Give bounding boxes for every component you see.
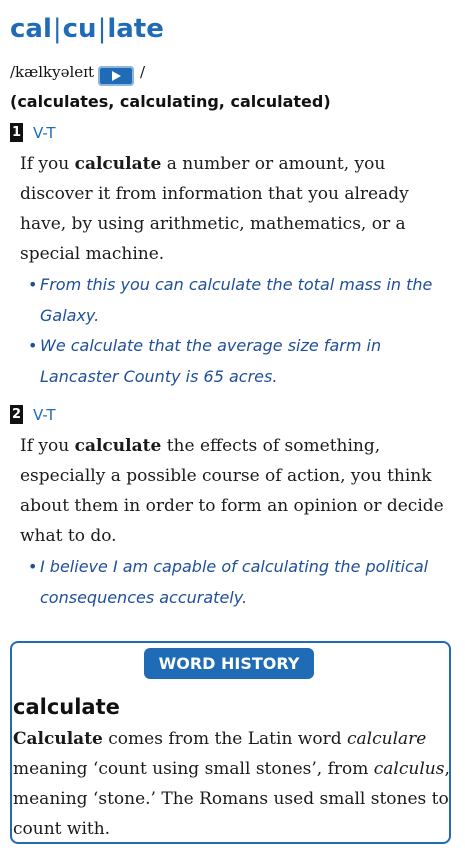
example xyxy=(28,551,448,613)
definition-text: the effects of something, especially a possible course of action, you think about them in order to form an opinion or decide what to do. xyxy=(20,436,444,546)
play-audio-button[interactable] xyxy=(98,66,134,86)
headword-syllable-3: late xyxy=(107,14,164,44)
example xyxy=(28,269,448,331)
definition-keyword: calculate xyxy=(74,154,162,174)
word-history-word: calculate xyxy=(13,695,120,719)
example-text: We calculate that the average size farm in Lancaster County is 65 acres. xyxy=(40,336,382,386)
history-text: comes from the Latin word xyxy=(102,729,347,749)
history-text: meaning ‘count using small stones’, from xyxy=(13,759,374,779)
headword-syllable-2: cu xyxy=(62,14,97,44)
sense-number: 1 xyxy=(11,125,22,140)
example-text: From this you can calculate the total mass in the Galaxy. xyxy=(40,275,433,325)
pronunciation-end: / xyxy=(139,63,146,81)
headword xyxy=(10,14,164,44)
word-history-box xyxy=(10,641,451,844)
history-text: , meaning ‘stone.’ The Romans used small stones to count with. xyxy=(13,759,450,839)
syllable-separator: | xyxy=(97,14,107,44)
pronunciation: /kælkyəleɪt xyxy=(10,63,94,81)
latin-word: calculus xyxy=(373,759,445,779)
definition-text: If you xyxy=(20,154,75,174)
latin-word: calculare xyxy=(347,729,427,749)
inflections: (calculates, calculating, calculated) xyxy=(10,92,331,111)
bullet: • xyxy=(28,557,38,576)
syllable-separator: | xyxy=(52,14,62,44)
headword-syllable-1: cal xyxy=(10,14,52,44)
sense-1-definition xyxy=(20,149,450,269)
bullet: • xyxy=(28,336,38,355)
example xyxy=(28,330,448,392)
pronunciation-line xyxy=(10,62,145,82)
bullet: • xyxy=(28,275,38,294)
definition-text: If you xyxy=(20,436,75,456)
part-of-speech: V-T xyxy=(33,405,56,424)
definition-keyword: calculate xyxy=(74,436,162,456)
sense-number: 2 xyxy=(11,407,22,422)
word-history-text xyxy=(13,724,453,844)
example-text: I believe I am capable of calculating the political consequences accurately. xyxy=(40,557,429,607)
sense-2-header xyxy=(10,405,56,424)
sense-2-definition xyxy=(20,431,450,551)
play-icon xyxy=(110,70,122,82)
word-history-title: WORD HISTORY xyxy=(144,648,314,679)
part-of-speech: V-T xyxy=(33,123,56,142)
word-history-lead: Calculate xyxy=(13,729,103,749)
sense-1-header xyxy=(10,123,56,142)
definition-text: a number or amount, you discover it from information that you already have, by using arithmetic, mathematics, or a special machine. xyxy=(20,154,409,264)
